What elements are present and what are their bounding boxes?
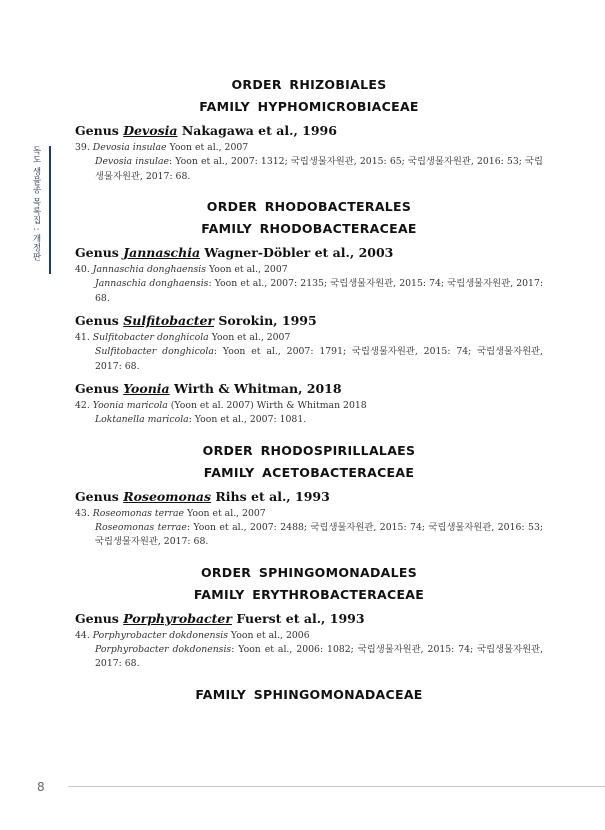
entry-number: 39. — [75, 142, 93, 153]
family-heading: FAMILY SPHINGOMONADACEAE — [195, 686, 423, 702]
species-author: Yoon et al., 2006 — [227, 629, 310, 641]
species-author: Yoon et al., 2007 — [166, 142, 249, 153]
side-tab-text: 독도 생물종 목록집 : 개정판 — [31, 146, 41, 262]
genus-author: Wagner-Döbler et al., 2003 — [200, 245, 394, 260]
species-name: Sulfitobacter donghicola — [92, 332, 209, 343]
species-entry — [75, 507, 543, 521]
genus-prefix: Genus — [75, 381, 124, 396]
synonym-species: Loktanella maricola — [95, 414, 189, 425]
synonym-reference — [75, 345, 543, 374]
order-heading: ORDER RHIZOBIALES — [231, 77, 387, 92]
entry-number: 43. — [75, 507, 93, 519]
genus-prefix: Genus — [75, 488, 124, 504]
genus-name: Sulfitobacter — [123, 313, 215, 328]
species-entry — [75, 331, 543, 345]
genus-name: Jannaschia — [123, 245, 201, 260]
footer-divider — [68, 786, 605, 787]
genus-author: Nakagawa et al., 1996 — [177, 123, 337, 138]
genus-heading — [75, 244, 543, 261]
synonym-refs: : Yoon et al., 2007: 1312; 국립생물자원관, 2015: 65; 국립생물자원관, 2016: 53; 국립생물자원관, 2017: 68. — [95, 156, 543, 182]
genus-prefix: Genus — [75, 313, 124, 328]
synonym-refs: : Yoon et al., 2007: 1081. — [188, 414, 307, 425]
side-tab — [0, 72, 52, 262]
genus-name: Yoonia — [123, 381, 170, 396]
genus-author: Sorokin, 1995 — [214, 313, 317, 328]
synonym-species: Sulfitobacter donghicola — [95, 346, 214, 357]
species-author: Yoon et al., 2007 — [206, 264, 288, 275]
species-author: (Yoon et al. 2007) Wirth & Whitman 2018 — [167, 400, 367, 411]
family-heading: FAMILY RHODOBACTERACEAE — [201, 221, 417, 236]
entry-number: 42. — [75, 400, 93, 411]
synonym-refs: : Yoon et al., 2006: 1082; 국립생물자원관, 2015: 74; 국립생물자원관, 2017: 68. — [95, 643, 543, 669]
genus-heading — [75, 610, 543, 627]
species-name: Roseomonas terrae — [92, 507, 185, 519]
synonym-refs: : Yoon et al., 2007: 1791; 국립생물자원관, 2015: 74; 국립생물자원관, 2017: 68. — [95, 346, 543, 372]
synonym-refs: : Yoon et al., 2007: 2135; 국립생물자원관, 2015: 74; 국립생물자원관, 2017: 68. — [95, 278, 544, 304]
family-heading: FAMILY ERYTHROBACTERACEAE — [193, 586, 425, 602]
synonym-species: Devosia insulae — [95, 156, 169, 167]
synonym-species: Jannaschia donghaensis — [95, 278, 209, 289]
page-number: 8 — [37, 780, 45, 794]
synonym-reference — [75, 155, 543, 184]
order-heading: ORDER RHODOBACTERALES — [206, 199, 412, 214]
species-entry — [75, 399, 543, 413]
synonym-species: Porphyrobacter dokdonensis — [95, 643, 232, 655]
genus-heading — [75, 122, 543, 139]
synonym-reference — [75, 413, 543, 428]
synonym-species: Roseomonas terrae — [95, 521, 187, 533]
synonym-reference — [75, 643, 543, 672]
genus-author: Fuerst et al., 1993 — [231, 610, 365, 626]
species-name: Jannaschia donghaensis — [92, 264, 206, 275]
genus-prefix: Genus — [75, 610, 124, 626]
species-name: Yoonia maricola — [92, 400, 168, 411]
entry-number: 40. — [75, 264, 93, 275]
genus-heading — [75, 312, 543, 329]
genus-heading — [75, 488, 543, 505]
genus-author: Wirth & Whitman, 2018 — [169, 381, 342, 396]
side-tab-bar — [49, 146, 51, 274]
page-content — [75, 76, 543, 704]
species-name: Porphyrobacter dokdonensis — [92, 629, 228, 641]
order-heading: ORDER SPHINGOMONADALES — [200, 564, 418, 580]
genus-name: Roseomonas — [123, 488, 212, 504]
genus-name: Porphyrobacter — [123, 610, 232, 626]
species-entry — [75, 263, 543, 277]
synonym-reference — [75, 277, 543, 306]
synonym-refs: : Yoon et al., 2007: 2488; 국립생물자원관, 2015: 74; 국립생물자원관, 2016: 53; 국립생물자원관, 2017: 68. — [95, 521, 543, 547]
species-entry — [75, 141, 543, 155]
entry-number: 44. — [75, 629, 93, 641]
family-heading: FAMILY ACETOBACTERACEAE — [203, 464, 415, 480]
genus-prefix: Genus — [75, 245, 124, 260]
genus-name: Devosia — [123, 123, 178, 138]
entry-number: 41. — [75, 332, 93, 343]
genus-heading — [75, 380, 543, 397]
genus-author: Rihs et al., 1993 — [211, 488, 330, 504]
synonym-reference — [75, 521, 543, 550]
family-heading: FAMILY HYPHOMICROBIACEAE — [199, 99, 419, 114]
order-heading: ORDER RHODOSPIRILLALAES — [202, 442, 416, 458]
species-author: Yoon et al., 2007 — [184, 507, 266, 519]
species-author: Yoon et al., 2007 — [208, 332, 291, 343]
species-name: Devosia insulae — [92, 142, 167, 153]
species-entry — [75, 629, 543, 643]
genus-prefix: Genus — [75, 123, 124, 138]
